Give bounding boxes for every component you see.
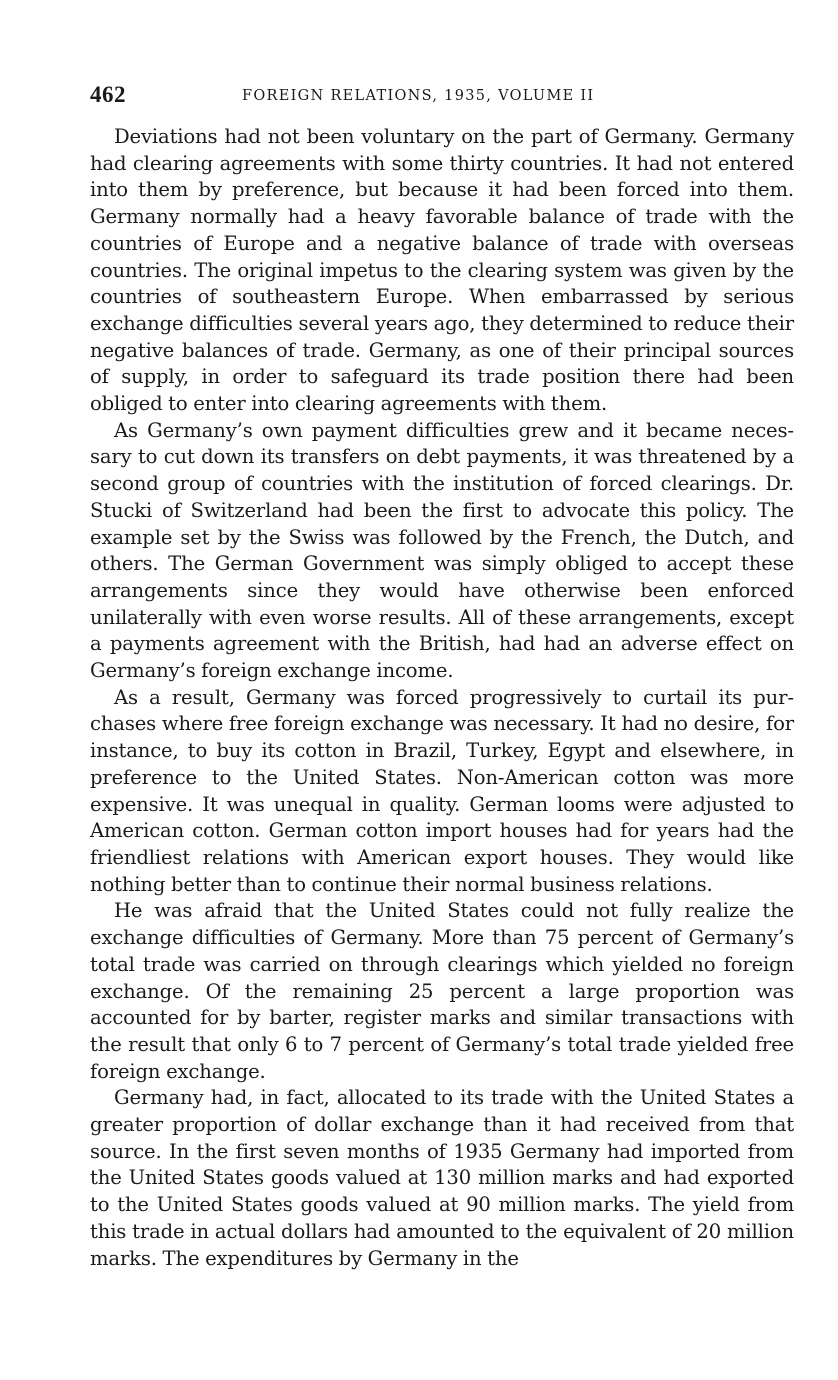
paragraph-exchange-difficulties: He was afraid that the United States could not fully realize the exchange difficulties of Germany. More than 75 percent of Germany’s total trade was carried on through clearings which yielded no foreign exchange. Of the remaining 25 percent a large proportion was accounted for by barter, register marks and similar transactions with the result that only 6 to 7 percent of Germany’s total trade yielded free foreign exchange. [90, 899, 794, 1083]
running-head [90, 76, 794, 116]
paragraph-curtail-purchases: As a result, Germany was forced progressively to curtail its purchases where free foreign exchange was necessary. It had no desire, for instance, to buy its cotton in Brazil, Turkey, Egypt and elsewhere, in preference to the United States. Non-American cotton was more expensive. It was unequal in quality. German looms were adjusted to American cotton. German cotton import houses had for years had the friendliest relations with American export houses. They would like nothing better than to continue their normal business relations. [90, 685, 794, 896]
body-text [90, 124, 794, 1272]
paragraph-deviations: Deviations had not been voluntary on the part of Germany. Germany had clearing agreements with some thirty countries. It had not entered into them by preference, but because it had been forced into them. Germany normally had a heavy favorable balance of trade with the countries of Europe and a negative balance of trade with overseas countries. The original impetus to the clearing system was given by the countries of southeastern Europe. When embarrassed by serious exchange difficulties several years ago, they determined to reduce their negative balances of trade. Germany, as one of their principal sources of supply, in order to safeguard its trade position there had been obliged to enter into clearing agreements with them. [90, 125, 794, 416]
paragraph-payment-difficulties: As Germany’s own payment difficulties grew and it became necessary to cut down its transfers on debt payments, it was threatened by a second group of countries with the institution of forced clearings. Dr. Stucki of Switzerland had been the first to advocate this policy. The example set by the Swiss was followed by the French, the Dutch, and others. The German Government was simply obliged to accept these arrangements since they would have otherwise been enforced unilaterally with even worse results. All of these arrangements, except a payments agreement with the British, had had an adverse effect on Germany’s foreign exchange income. [90, 418, 794, 683]
running-title: FOREIGN RELATIONS, 1935, VOLUME II [242, 88, 595, 104]
document-page [90, 76, 794, 1272]
page-number: 462 [90, 82, 126, 107]
paragraph-dollar-allocation: Germany had, in fact, allocated to its trade with the United States a greater proportion of dollar exchange than it had received from that source. In the first seven months of 1935 Germany had imported from the United States goods valued at 130 million marks and had exported to the United States goods valued at 90 million marks. The yield from this trade in actual dollars had amounted to the equivalent of 20 million marks. The expenditures by Germany in the [90, 1086, 794, 1270]
